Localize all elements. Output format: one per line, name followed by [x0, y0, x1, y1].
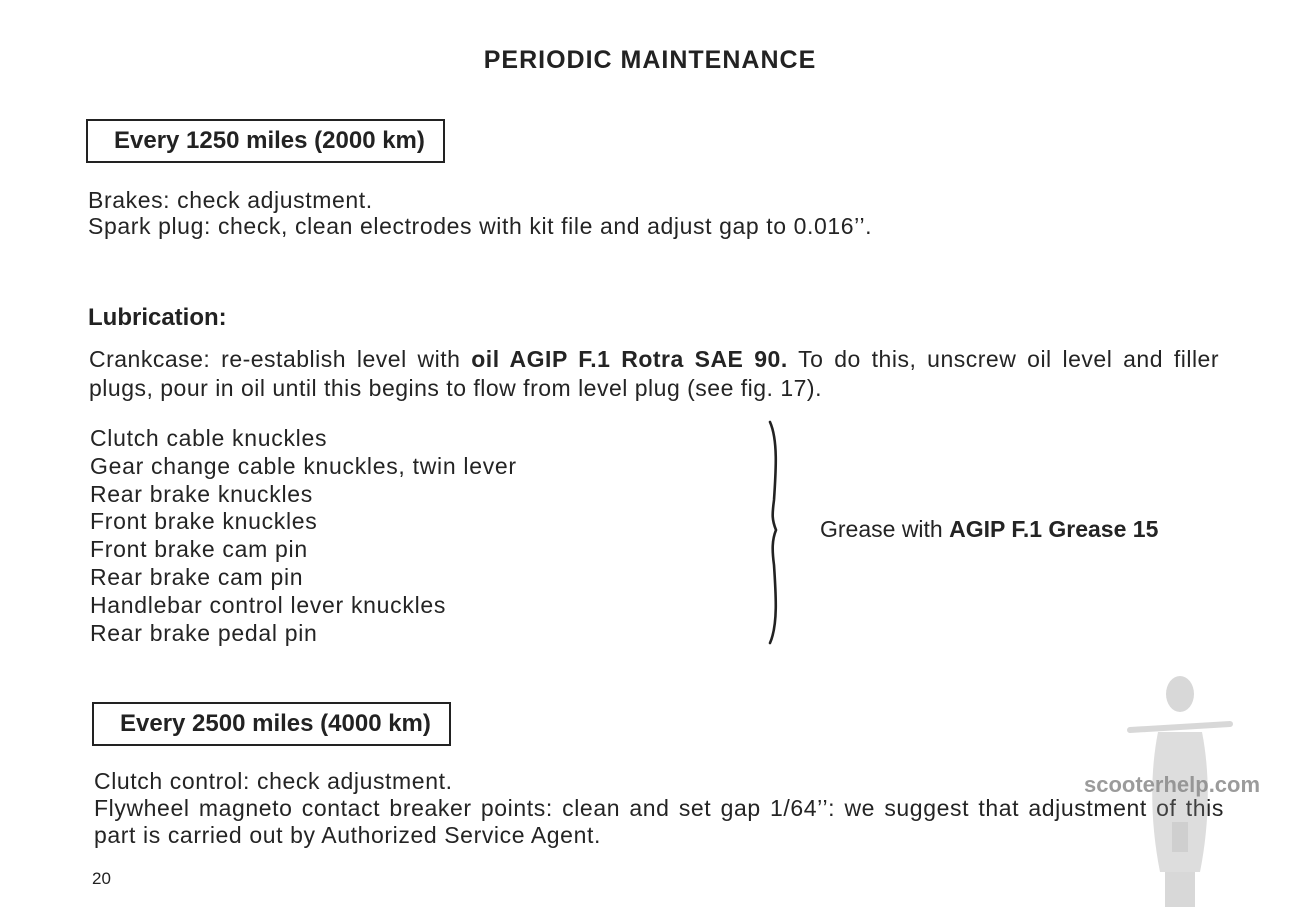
interval-heading-1250: Every 1250 miles (2000 km) [86, 119, 445, 163]
page-title: PERIODIC MAINTENANCE [483, 46, 817, 74]
list-item: Rear brake knuckles [90, 480, 313, 507]
clutch-control-line: Clutch control: check adjustment. [94, 768, 453, 794]
crankcase-oil-spec: oil AGIP F.1 Rotra SAE 90. [471, 346, 788, 372]
interval-heading-2500: Every 2500 miles (4000 km) [92, 702, 451, 746]
list-item: Rear brake pedal pin [90, 619, 318, 646]
grease-prefix: Grease with [820, 516, 950, 542]
crankcase-text-end: To do this, unscrew oil level and filler plugs, pour in oil until this begins to flow from level plug (see fig. 17). [89, 346, 1220, 401]
brakes-line: Brakes: check adjustment. [88, 187, 373, 213]
list-item: Clutch cable knuckles [90, 425, 328, 451]
list-item: Rear brake cam pin [90, 563, 304, 590]
crankcase-text-start: Crankcase: re-establish level with [89, 346, 472, 372]
grease-points-list [90, 425, 517, 647]
crankcase-paragraph [89, 345, 1219, 403]
list-item: Front brake knuckles [90, 508, 318, 535]
grease-product: AGIP F.1 Grease 15 [949, 516, 1159, 542]
spark-plug-line: Spark plug: check, clean electrodes with kit file and adjust gap to 0.016’’. [88, 213, 873, 239]
list-item: Handlebar control lever knuckles [90, 591, 447, 618]
curly-brace [760, 420, 790, 645]
lubrication-heading: Lubrication: [88, 304, 227, 331]
page-number: 20 [92, 869, 111, 888]
list-item: Gear change cable knuckles, twin lever [90, 452, 517, 479]
section2-text [94, 768, 1224, 849]
flywheel-line: Flywheel magneto contact breaker points: clean and set gap 1/64’’: we suggest that adjustment of this part is carried out by Authorized Service Agent. [94, 795, 1224, 848]
grease-spec [820, 516, 1158, 543]
list-item: Front brake cam pin [90, 536, 308, 563]
watermark-text: scooterhelp.com [1084, 772, 1261, 797]
